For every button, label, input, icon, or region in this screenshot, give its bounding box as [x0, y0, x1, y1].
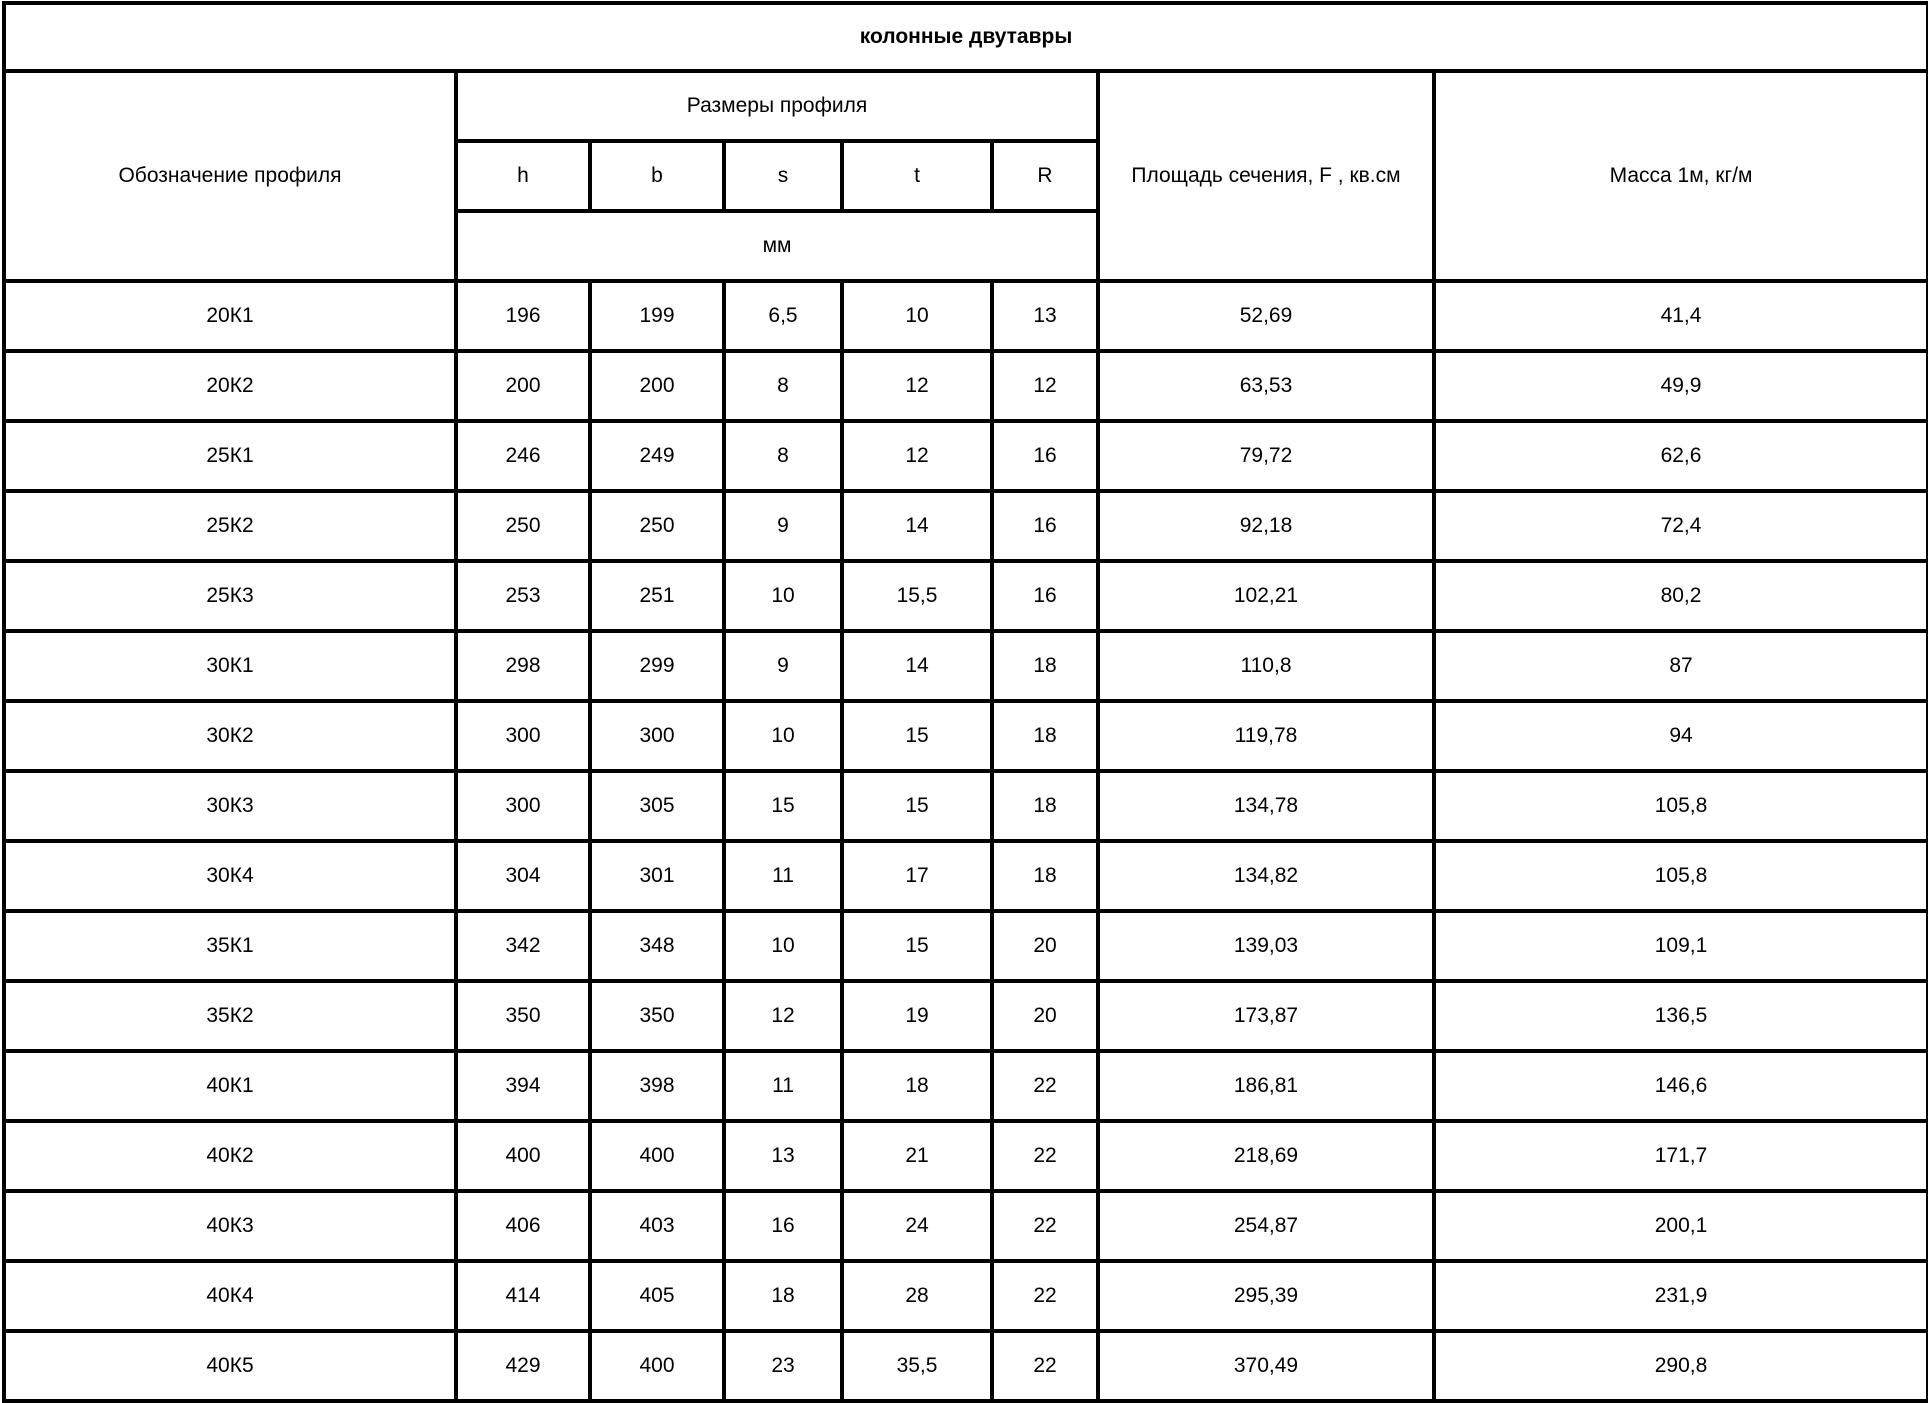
cell-b: 305: [590, 771, 724, 841]
cell-R: 22: [992, 1051, 1098, 1121]
cell-s: 10: [724, 701, 842, 771]
cell-b: 398: [590, 1051, 724, 1121]
cell-t: 15: [842, 701, 992, 771]
cell-s: 11: [724, 841, 842, 911]
cell-b: 400: [590, 1331, 724, 1401]
cell-s: 18: [724, 1261, 842, 1331]
cell-area: 186,81: [1098, 1051, 1434, 1121]
header-area: Площадь сечения, F , кв.см: [1098, 71, 1434, 281]
cell-R: 16: [992, 491, 1098, 561]
table-row: [4, 421, 1928, 491]
cell-h: 414: [456, 1261, 590, 1331]
cell-mass: 146,6: [1434, 1051, 1928, 1121]
cell-h: 342: [456, 911, 590, 981]
cell-h: 406: [456, 1191, 590, 1261]
cell-area: 134,82: [1098, 841, 1434, 911]
cell-t: 10: [842, 281, 992, 351]
cell-s: 8: [724, 421, 842, 491]
header-dimensions: Размеры профиля: [456, 71, 1098, 141]
cell-area: 295,39: [1098, 1261, 1434, 1331]
cell-area: 173,87: [1098, 981, 1434, 1051]
table-row: [4, 1331, 1928, 1401]
cell-t: 15: [842, 911, 992, 981]
cell-t: 12: [842, 351, 992, 421]
cell-area: 102,21: [1098, 561, 1434, 631]
table-row: [4, 1121, 1928, 1191]
cell-area: 254,87: [1098, 1191, 1434, 1261]
cell-mass: 41,4: [1434, 281, 1928, 351]
table-row: [4, 841, 1928, 911]
cell-R: 16: [992, 421, 1098, 491]
cell-R: 18: [992, 771, 1098, 841]
cell-b: 199: [590, 281, 724, 351]
cell-designation: 30К4: [4, 841, 456, 911]
cell-designation: 40К4: [4, 1261, 456, 1331]
cell-h: 253: [456, 561, 590, 631]
cell-area: 110,8: [1098, 631, 1434, 701]
cell-designation: 30К1: [4, 631, 456, 701]
cell-b: 348: [590, 911, 724, 981]
cell-mass: 80,2: [1434, 561, 1928, 631]
cell-R: 12: [992, 351, 1098, 421]
cell-designation: 40К3: [4, 1191, 456, 1261]
cell-b: 250: [590, 491, 724, 561]
cell-designation: 40К2: [4, 1121, 456, 1191]
table-row: [4, 1051, 1928, 1121]
table-row: [4, 351, 1928, 421]
cell-mass: 109,1: [1434, 911, 1928, 981]
cell-s: 13: [724, 1121, 842, 1191]
cell-t: 35,5: [842, 1331, 992, 1401]
cell-s: 10: [724, 911, 842, 981]
cell-R: 16: [992, 561, 1098, 631]
cell-s: 23: [724, 1331, 842, 1401]
cell-b: 300: [590, 701, 724, 771]
cell-area: 79,72: [1098, 421, 1434, 491]
table-row: [4, 701, 1928, 771]
cell-designation: 35К1: [4, 911, 456, 981]
cell-b: 251: [590, 561, 724, 631]
cell-mass: 87: [1434, 631, 1928, 701]
cell-area: 134,78: [1098, 771, 1434, 841]
cell-area: 370,49: [1098, 1331, 1434, 1401]
cell-R: 22: [992, 1121, 1098, 1191]
cell-t: 18: [842, 1051, 992, 1121]
cell-area: 119,78: [1098, 701, 1434, 771]
cell-s: 8: [724, 351, 842, 421]
cell-s: 10: [724, 561, 842, 631]
cell-area: 139,03: [1098, 911, 1434, 981]
cell-t: 14: [842, 631, 992, 701]
cell-mass: 62,6: [1434, 421, 1928, 491]
cell-R: 13: [992, 281, 1098, 351]
cell-h: 394: [456, 1051, 590, 1121]
table-title: колонные двутавры: [4, 3, 1928, 71]
header-b: b: [590, 141, 724, 211]
header-h: h: [456, 141, 590, 211]
cell-mass: 200,1: [1434, 1191, 1928, 1261]
cell-t: 24: [842, 1191, 992, 1261]
cell-h: 429: [456, 1331, 590, 1401]
cell-designation: 35К2: [4, 981, 456, 1051]
cell-t: 21: [842, 1121, 992, 1191]
cell-mass: 231,9: [1434, 1261, 1928, 1331]
cell-mass: 136,5: [1434, 981, 1928, 1051]
cell-h: 300: [456, 771, 590, 841]
cell-R: 20: [992, 911, 1098, 981]
cell-t: 28: [842, 1261, 992, 1331]
table-row: [4, 1191, 1928, 1261]
header-R: R: [992, 141, 1098, 211]
header-s: s: [724, 141, 842, 211]
cell-mass: 105,8: [1434, 841, 1928, 911]
cell-mass: 290,8: [1434, 1331, 1928, 1401]
cell-designation: 25К2: [4, 491, 456, 561]
cell-designation: 40К5: [4, 1331, 456, 1401]
cell-designation: 30К3: [4, 771, 456, 841]
cell-t: 14: [842, 491, 992, 561]
cell-h: 300: [456, 701, 590, 771]
cell-h: 350: [456, 981, 590, 1051]
cell-h: 246: [456, 421, 590, 491]
cell-b: 301: [590, 841, 724, 911]
cell-mass: 171,7: [1434, 1121, 1928, 1191]
cell-t: 17: [842, 841, 992, 911]
cell-s: 6,5: [724, 281, 842, 351]
cell-R: 18: [992, 841, 1098, 911]
table-row: [4, 771, 1928, 841]
column-i-beam-table: [2, 1, 1928, 1403]
cell-s: 12: [724, 981, 842, 1051]
cell-h: 200: [456, 351, 590, 421]
header-mass: Масса 1м, кг/м: [1434, 71, 1928, 281]
cell-b: 400: [590, 1121, 724, 1191]
cell-mass: 72,4: [1434, 491, 1928, 561]
table-row: [4, 281, 1928, 351]
cell-h: 196: [456, 281, 590, 351]
cell-b: 249: [590, 421, 724, 491]
cell-designation: 20К2: [4, 351, 456, 421]
cell-R: 18: [992, 701, 1098, 771]
cell-area: 63,53: [1098, 351, 1434, 421]
cell-designation: 40К1: [4, 1051, 456, 1121]
cell-R: 20: [992, 981, 1098, 1051]
cell-area: 218,69: [1098, 1121, 1434, 1191]
cell-t: 15,5: [842, 561, 992, 631]
cell-b: 405: [590, 1261, 724, 1331]
cell-R: 22: [992, 1191, 1098, 1261]
table-row: [4, 911, 1928, 981]
cell-s: 9: [724, 491, 842, 561]
header-designation: Обозначение профиля: [4, 71, 456, 281]
table-container: [2, 1, 1928, 1403]
header-t: t: [842, 141, 992, 211]
cell-h: 304: [456, 841, 590, 911]
cell-area: 92,18: [1098, 491, 1434, 561]
table-row: [4, 491, 1928, 561]
cell-s: 11: [724, 1051, 842, 1121]
cell-area: 52,69: [1098, 281, 1434, 351]
cell-s: 9: [724, 631, 842, 701]
table-row: [4, 1261, 1928, 1331]
cell-designation: 25К3: [4, 561, 456, 631]
cell-h: 250: [456, 491, 590, 561]
cell-R: 18: [992, 631, 1098, 701]
cell-mass: 105,8: [1434, 771, 1928, 841]
cell-designation: 30К2: [4, 701, 456, 771]
table-row: [4, 631, 1928, 701]
cell-designation: 20К1: [4, 281, 456, 351]
cell-b: 403: [590, 1191, 724, 1261]
cell-s: 16: [724, 1191, 842, 1261]
table-row: [4, 981, 1928, 1051]
cell-t: 15: [842, 771, 992, 841]
cell-t: 19: [842, 981, 992, 1051]
cell-designation: 25К1: [4, 421, 456, 491]
cell-h: 298: [456, 631, 590, 701]
cell-b: 299: [590, 631, 724, 701]
header-unit: мм: [456, 211, 1098, 281]
cell-s: 15: [724, 771, 842, 841]
table-body: [4, 281, 1928, 1401]
cell-R: 22: [992, 1261, 1098, 1331]
cell-t: 12: [842, 421, 992, 491]
cell-b: 350: [590, 981, 724, 1051]
cell-b: 200: [590, 351, 724, 421]
cell-mass: 94: [1434, 701, 1928, 771]
cell-mass: 49,9: [1434, 351, 1928, 421]
cell-R: 22: [992, 1331, 1098, 1401]
cell-h: 400: [456, 1121, 590, 1191]
table-row: [4, 561, 1928, 631]
